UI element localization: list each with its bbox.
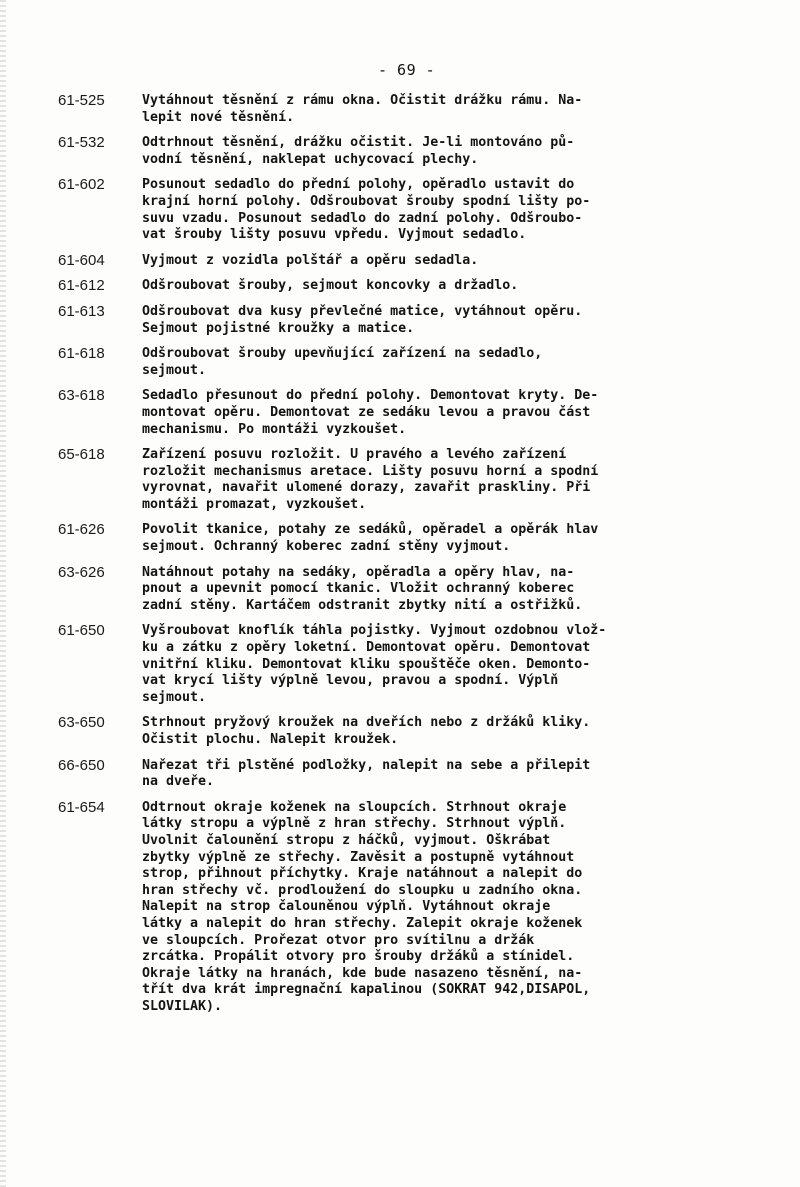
description-line: vnitřní kliku. Demontovat kliku spouštěče oken. Demonto- (142, 656, 591, 672)
operation-description (142, 253, 478, 270)
description-line: Sejmout pojistné kroužky a matice. (142, 320, 415, 336)
description-line: mechanismu. Po montáži vyzkoušet. (142, 421, 407, 437)
operation-description (142, 346, 542, 379)
description-line: sejmout. (142, 362, 207, 378)
description-line: pnout a upevnit pomocí tkanic. Vložit ochranný koberec (142, 581, 575, 597)
description-line: Nařezat tři plstěné podložky, nalepit na sebe a přilepit (142, 757, 591, 773)
description-line: krajní horní polohy. Odšroubovat šrouby spodní lišty po- (142, 193, 591, 209)
operation-description (142, 304, 582, 337)
description-line: suvu vzadu. Posunout sedadlo do zadní polohy. Odšroubo- (142, 210, 583, 226)
operation-code: 63-650 (58, 714, 105, 732)
description-line: zbytky výplně ze střechy. Zavěsit a postupně vytáhnout (142, 849, 575, 865)
description-line: Posunout sedadlo do přední polohy, opěradlo ustavit do (142, 177, 575, 193)
operation-description (142, 565, 582, 615)
description-line: Odšroubovat dva kusy převlečné matice, vytáhnout opěru. (142, 303, 583, 319)
page-number: - 69 - (378, 61, 436, 79)
description-line: sejmout. Ochranný koberec zadní stěny vyjmout. (142, 539, 511, 555)
description-line: lepit nové těsnění. (142, 109, 295, 125)
description-line: vat krycí lišty výplně levou, pravou a spodní. Výplň (142, 673, 559, 689)
description-line: Povolit tkanice, potahy ze sedáků, opěradel a opěrák hlav (142, 522, 599, 538)
description-line: Okraje látky na hranách, kde bude nasazeno těsnění, na- (142, 965, 583, 981)
description-line: zrcátka. Propálit otvory pro šrouby držáků a stínidel. (142, 949, 575, 965)
description-line: Strhnout pryžový kroužek na dveřích nebo z držáků kliky. (142, 715, 591, 731)
operation-code: 61-650 (58, 622, 105, 640)
operation-description (142, 278, 518, 295)
operation-entry (58, 565, 778, 615)
operation-description (142, 715, 590, 748)
operation-description (142, 388, 598, 438)
operation-description (142, 800, 590, 1016)
operation-entry (58, 388, 778, 438)
operation-entry (58, 93, 778, 126)
operation-entry (58, 253, 778, 270)
operation-entry (58, 623, 778, 706)
operation-entry (58, 800, 778, 1016)
operation-code: 61-626 (58, 521, 105, 539)
operation-description (142, 522, 598, 555)
description-line: Odšroubovat šrouby upevňující zařízení na sedadlo, (142, 346, 543, 362)
description-line: ku a zátku z opěry loketní. Demontovat opěru. Demontovat (142, 640, 591, 656)
operation-entry (58, 278, 778, 295)
operation-code: 61-604 (58, 251, 105, 269)
description-line: Nalepit na strop čalouněnou výplň. Vytáhnout okraje (142, 899, 551, 915)
operation-code: 61-602 (58, 176, 105, 194)
operation-description (142, 758, 590, 791)
description-line: SLOVILAK). (142, 998, 223, 1014)
operation-code: 61-532 (58, 134, 105, 152)
operation-code: 66-650 (58, 756, 105, 774)
description-line: Zařízení posuvu rozložit. U pravého a levého zařízení (142, 447, 567, 463)
description-line: hran střechy vč. prodloužení do sloupku u zadního okna. (142, 882, 583, 898)
description-line: Odtrhnout těsnění, drážku očistit. Je-li montováno pů- (142, 135, 575, 151)
description-line: Vyjmout z vozidla polštář a opěru sedadla. (142, 252, 479, 268)
description-line: sejmout. (142, 689, 207, 705)
operation-entry (58, 522, 778, 555)
operation-description (142, 93, 582, 126)
operation-code: 61-618 (58, 345, 105, 363)
operation-description (142, 177, 590, 243)
operation-code: 65-618 (58, 446, 105, 464)
description-line: na dveře. (142, 774, 215, 790)
operation-description (142, 623, 606, 706)
description-line: látky stropu a výplně z hran střechy. Strhnout výplň. (142, 816, 567, 832)
description-line: vat šrouby lišty posuvu vpředu. Vyjmout sedadlo. (142, 227, 527, 243)
description-line: látky a nalepit do hran střechy. Zalepit okraje koženek (142, 915, 583, 931)
operation-entry (58, 715, 778, 748)
description-line: Vyšroubovat knoflík táhla pojistky. Vyjmout ozdobnou vlož- (142, 623, 607, 639)
operation-description (142, 447, 598, 513)
description-line: montáži promazat, vyzkoušet. (142, 496, 367, 512)
operation-entry (58, 135, 778, 168)
description-line: vyrovnat, navařit ulomené dorazy, zavařit praskliny. Při (142, 480, 591, 496)
description-line: strop, přihnout příchytky. Kraje natáhnout a nalepit do (142, 866, 583, 882)
operation-code: 61-525 (58, 92, 105, 109)
description-line: Odtrnout okraje koženek na sloupcích. Strhnout okraje (142, 799, 567, 815)
description-line: Uvolnit čalounění stropu z háčků, vyjmout. Oškrábat (142, 832, 551, 848)
description-line: vodní těsnění, naklepat uchycovací plechy. (142, 151, 479, 167)
description-line: rozložit mechanismus aretace. Lišty posuvu horní a spodní (142, 463, 599, 479)
operation-code: 61-612 (58, 277, 105, 295)
description-line: ve sloupcích. Prořezat otvor pro svítilnu a držák (142, 932, 535, 948)
description-line: Natáhnout potahy na sedáky, opěradla a opěry hlav, na- (142, 564, 575, 580)
operations-list (58, 93, 778, 1025)
operation-entry (58, 758, 778, 791)
operation-entry (58, 304, 778, 337)
description-line: montovat opěru. Demontovat ze sedáku levou a pravou část (142, 404, 591, 420)
operation-code: 61-654 (58, 798, 105, 816)
operation-code: 63-626 (58, 563, 105, 581)
operation-code: 61-613 (58, 302, 105, 320)
operation-entry (58, 177, 778, 243)
operation-entry (58, 346, 778, 379)
description-line: zadní stěny. Kartáčem odstranit zbytky nití a ostřižků. (142, 597, 583, 613)
operation-entry (58, 447, 778, 513)
description-line: Vytáhnout těsnění z rámu okna. Očistit drážku rámu. Na- (142, 93, 583, 108)
description-line: Očistit plochu. Nalepit kroužek. (142, 732, 399, 747)
description-line: Odšroubovat šrouby, sejmout koncovky a držadlo. (142, 278, 519, 294)
operation-description (142, 135, 574, 168)
description-line: Sedadlo přesunout do přední polohy. Demontovat kryty. De- (142, 388, 599, 404)
operation-code: 63-618 (58, 387, 105, 405)
scan-edge-artifact (0, 0, 6, 1187)
description-line: třít dva krát impregnační kapalinou (SOKRAT 942,DISAPOL, (142, 982, 591, 998)
